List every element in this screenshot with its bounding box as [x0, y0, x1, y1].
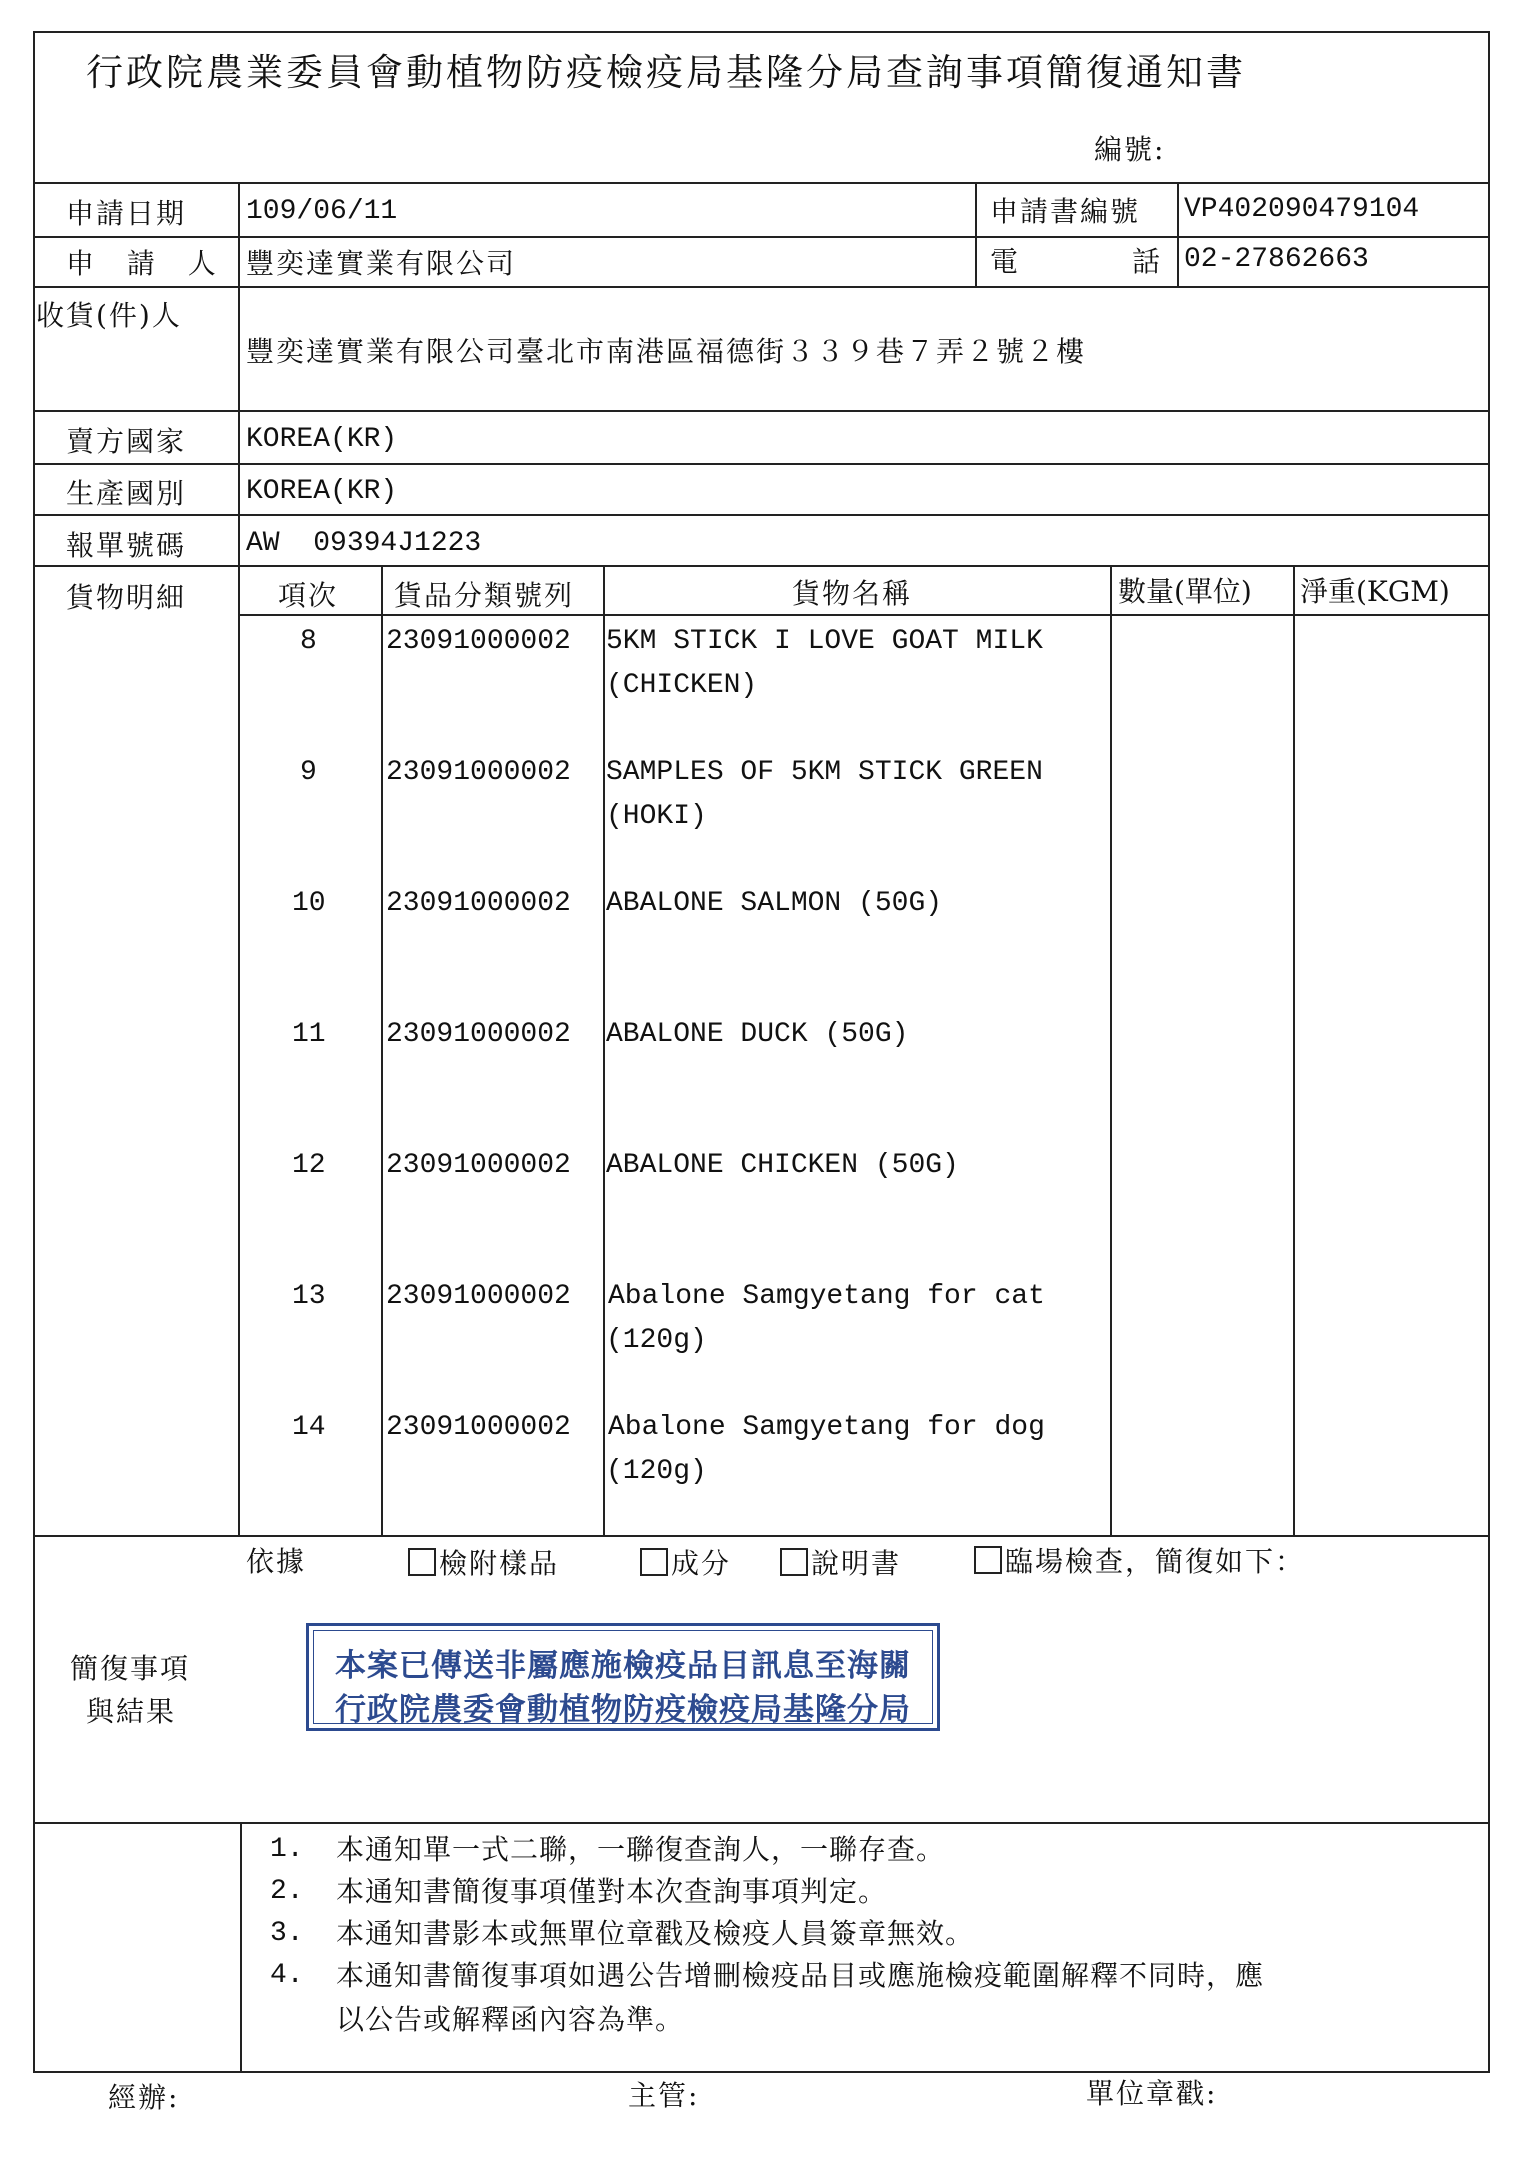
- goods-label: 貨物明細: [66, 581, 187, 614]
- item-no: 10: [292, 888, 326, 919]
- checkbox-manual[interactable]: [780, 1548, 901, 1578]
- rule: [33, 514, 1490, 516]
- handler-label: 經辦:: [108, 2081, 180, 2114]
- checkbox-samples[interactable]: [408, 1548, 559, 1578]
- item-name-cont: (120g): [606, 1456, 707, 1487]
- rule: [381, 565, 383, 1536]
- official-stamp: [306, 1623, 940, 1731]
- item-code: 23091000002: [386, 1150, 571, 1181]
- rule: [240, 1822, 242, 2072]
- checkbox-box[interactable]: [408, 1548, 436, 1576]
- col-header-qty: 數量(單位): [1118, 575, 1252, 608]
- note-number: 4.: [270, 1960, 304, 1991]
- document-title: 行政院農業委員會動植物防疫檢疫局基隆分局查詢事項簡復通知書: [86, 51, 1246, 94]
- checkbox-label: 臨場檢查，簡復如下：: [1005, 1545, 1306, 1578]
- rule: [1177, 182, 1179, 287]
- item-no: 13: [292, 1281, 326, 1312]
- frame-right: [1488, 31, 1490, 2073]
- note-number: 2.: [270, 1876, 304, 1907]
- note-number: 1.: [270, 1834, 304, 1865]
- note-text: 本通知書簡復事項僅對本次查詢事項判定。: [336, 1875, 888, 1908]
- phone-label-right: 話: [1132, 245, 1163, 278]
- consignee-label: 收貨(件)人: [36, 299, 182, 332]
- item-no: 11: [292, 1019, 326, 1050]
- item-name-cont: (120g): [606, 1325, 707, 1356]
- item-code: 23091000002: [386, 626, 571, 657]
- supervisor-label: 主管:: [628, 2079, 700, 2112]
- seller-country-label: 賣方國家: [66, 425, 187, 458]
- item-no: 8: [300, 626, 317, 657]
- checkbox-box[interactable]: [974, 1546, 1002, 1574]
- rule: [33, 410, 1490, 412]
- item-name: ABALONE SALMON (50G): [606, 888, 943, 919]
- basis-label: 依據: [246, 1545, 307, 1578]
- frame-top: [33, 31, 1490, 33]
- rule: [33, 565, 1490, 567]
- item-no: 14: [292, 1412, 326, 1443]
- item-name: SAMPLES OF 5KM STICK GREEN: [606, 757, 1043, 788]
- form-no-value: VP402090479104: [1184, 194, 1420, 225]
- item-name: Abalone Samgyetang for dog: [608, 1412, 1045, 1443]
- item-code: 23091000002: [386, 1019, 571, 1050]
- result-label-line1: 簡復事項: [70, 1652, 191, 1685]
- note-text: 本通知單一式二聯，一聯復查詢人，一聯存查。: [336, 1833, 946, 1866]
- rule: [1293, 565, 1295, 1536]
- item-code: 23091000002: [386, 1281, 571, 1312]
- item-code: 23091000002: [386, 1412, 571, 1443]
- item-no: 9: [300, 757, 317, 788]
- checkbox-box[interactable]: [780, 1548, 808, 1576]
- item-code: 23091000002: [386, 888, 571, 919]
- item-name: 5KM STICK I LOVE GOAT MILK: [606, 626, 1043, 657]
- rule: [603, 565, 605, 1536]
- item-name: Abalone Samgyetang for cat: [608, 1281, 1045, 1312]
- phone-label-left: 電: [990, 245, 1021, 278]
- declaration-no-value: AW 09394J1223: [246, 528, 482, 559]
- frame-left: [33, 31, 35, 2073]
- phone-value: 02-27862663: [1184, 244, 1369, 275]
- rule: [1110, 565, 1112, 1536]
- applicant-value: 豐奕達實業有限公司: [246, 247, 517, 280]
- note-text: 本通知書簡復事項如遇公告增刪檢疫品目或應施檢疫範圍解釋不同時，應: [336, 1959, 1265, 1992]
- note-text-cont: 以公告或解釋函內容為準。: [336, 2003, 685, 2036]
- item-no: 12: [292, 1150, 326, 1181]
- rule: [33, 463, 1490, 465]
- result-label-line2: 與結果: [86, 1695, 177, 1728]
- checkbox-label: 說明書: [811, 1547, 902, 1580]
- item-name: ABALONE CHICKEN (50G): [606, 1150, 959, 1181]
- checkbox-label: 成分: [671, 1547, 732, 1580]
- rule: [33, 1535, 1490, 1537]
- item-code: 23091000002: [386, 757, 571, 788]
- col-header-no: 項次: [278, 579, 339, 612]
- rule: [33, 182, 1490, 184]
- stamp-line-2: 行政院農委會動植物防疫檢疫局基隆分局: [335, 1692, 911, 1728]
- col-header-code: 貨品分類號列: [394, 579, 575, 612]
- checkbox-ingredients[interactable]: [640, 1548, 731, 1578]
- checkbox-label: 檢附樣品: [439, 1547, 560, 1580]
- origin-country-value: KOREA(KR): [246, 476, 398, 507]
- item-name-cont: (HOKI): [606, 801, 707, 832]
- frame-bottom: [33, 2071, 1490, 2073]
- rule: [33, 1822, 1490, 1824]
- rule: [33, 236, 1490, 238]
- form-no-label: 申請書編號: [990, 195, 1141, 228]
- seller-country-value: KOREA(KR): [246, 424, 398, 455]
- checkbox-box[interactable]: [640, 1548, 668, 1576]
- item-name-cont: (CHICKEN): [606, 670, 758, 701]
- col-header-weight: 淨重(KGM): [1300, 575, 1450, 608]
- unit-seal-label: 單位章戳:: [1086, 2077, 1218, 2110]
- item-name: ABALONE DUCK (50G): [606, 1019, 909, 1050]
- note-number: 3.: [270, 1918, 304, 1949]
- rule: [240, 614, 1490, 616]
- apply-date-value: 109/06/11: [246, 196, 398, 227]
- label-column-divider: [238, 182, 240, 1536]
- rule: [975, 182, 977, 287]
- consignee-value: 豐奕達實業有限公司臺北市南港區福德街３３９巷７弄２號２樓: [246, 335, 1087, 368]
- declaration-no-label: 報單號碼: [66, 529, 187, 562]
- origin-country-label: 生產國別: [66, 477, 187, 510]
- apply-date-label: 申請日期: [66, 197, 187, 230]
- rule: [33, 286, 1490, 288]
- checkbox-onsite-inspection[interactable]: [974, 1546, 1305, 1576]
- serial-label: 編號:: [1094, 133, 1166, 166]
- applicant-label: 申 請 人: [66, 247, 228, 280]
- note-text: 本通知書影本或無單位章戳及檢疫人員簽章無效。: [336, 1917, 975, 1950]
- stamp-line-1: 本案已傳送非屬應施檢疫品目訊息至海關: [335, 1648, 911, 1684]
- col-header-name: 貨物名稱: [792, 577, 913, 610]
